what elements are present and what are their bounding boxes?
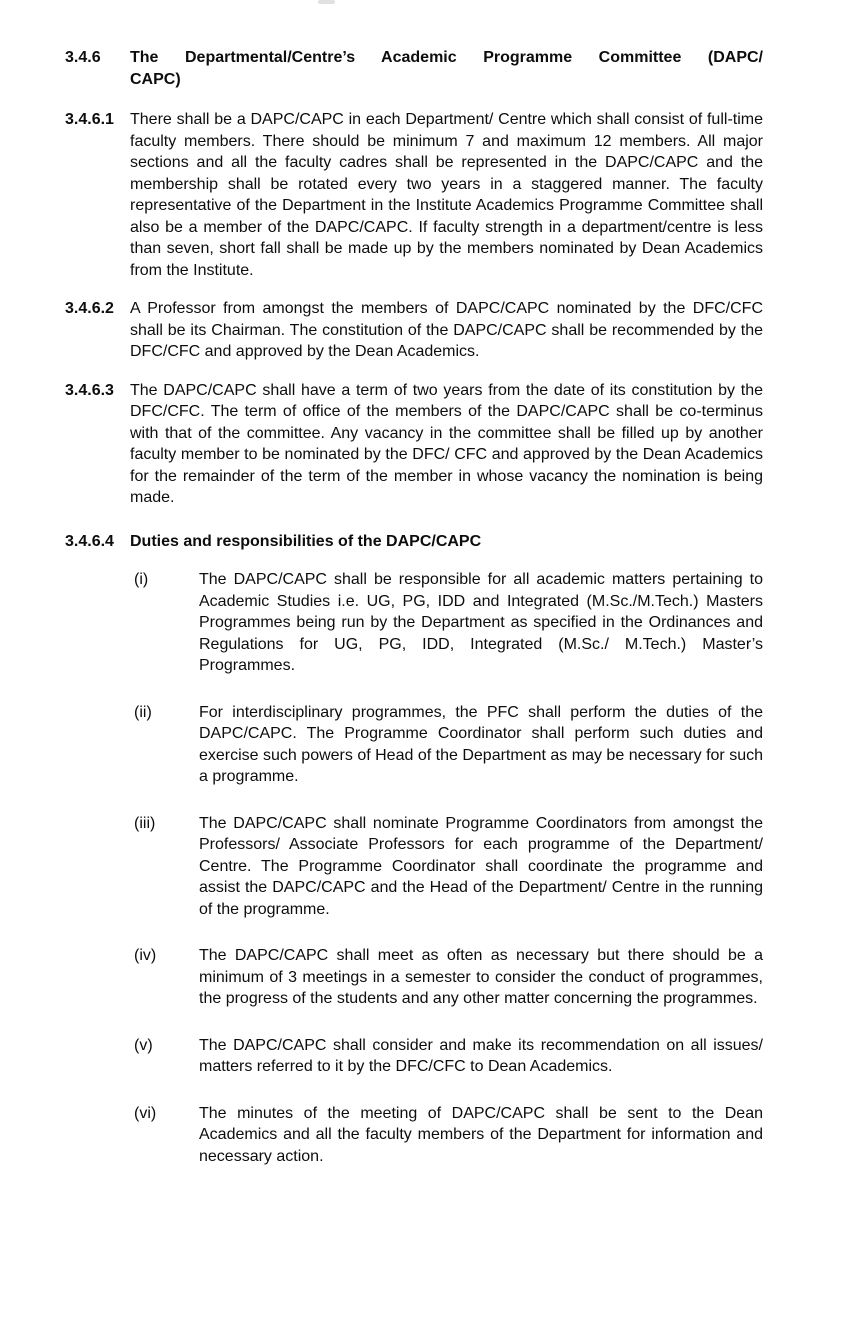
paragraph-3-4-6-3 <box>65 380 763 509</box>
section-title: Duties and responsibilities of the DAPC/CAPC <box>130 532 482 550</box>
section-title <box>130 47 763 90</box>
paragraph-text: There shall be a DAPC/CAPC in each Department/ Centre which shall consist of full-time faculty members. There should be minimum 7 and maximum 12 members. All major sections and all the faculty cadres shall be represented in the DAPC/CAPC and the membership shall be rotated every two years in a staggered manner. The faculty representative of the Department in the Institute Academics Programme Committee shall also be a member of the DAPC/CAPC. If faculty strength in a department/centre is less than seven, short fall shall be made up by the members nominated by Dean Academics from the Institute. <box>130 111 763 279</box>
list-item-iii <box>65 813 763 921</box>
section-number: 3.4.6.4 <box>65 532 114 550</box>
list-item-text: The DAPC/CAPC shall meet as often as necessary but there should be a minimum of 3 meetings in a semester to consider the conduct of programmes, the progress of the students and any other matter concerning the programmes. <box>199 947 763 1007</box>
list-item-text: The minutes of the meeting of DAPC/CAPC shall be sent to the Dean Academics and all the faculty members of the Department for information and necessary action. <box>199 1104 763 1165</box>
list-item-label: (iv) <box>134 947 157 964</box>
document-content <box>65 47 763 1167</box>
list-item-label: (vi) <box>134 1104 157 1122</box>
paragraph-number: 3.4.6.1 <box>65 111 114 128</box>
list-item-text: The DAPC/CAPC shall nominate Programme Coordinators from amongst the Professors/ Associate Professors for each programme of the Department/ Centre. The Programme Coordinator shall coordinate the programme and assist the DAPC/CAPC and the Head of the Department/ Centre in the running of the programme. <box>199 814 763 918</box>
section-3-4-6-4-heading <box>65 531 763 553</box>
list-item-v <box>65 1035 763 1078</box>
list-item-text: For interdisciplinary programmes, the PFC shall perform the duties of the DAPC/CAPC. The Programme Coordinator shall perform such duties and exercise such powers of Head of the Department as may be necessary for such a programme. <box>199 703 763 785</box>
scan-edge-artifact <box>318 0 335 4</box>
section-title-line2: CAPC) <box>130 70 181 88</box>
paragraph-text: A Professor from amongst the members of DAPC/CAPC nominated by the DFC/CFC shall be its Chairman. The constitution of the DAPC/CAPC shall be recommended by the DFC/CFC and approved by the Dean Academics. <box>130 300 763 360</box>
list-item-i <box>65 569 763 677</box>
list-item-text: The DAPC/CAPC shall consider and make its recommendation on all issues/ matters referred to it by the DFC/CFC to Dean Academics. <box>199 1036 763 1075</box>
paragraph-number: 3.4.6.3 <box>65 381 114 399</box>
list-item-ii <box>65 702 763 788</box>
list-item-iv <box>65 945 763 1010</box>
list-item-label: (i) <box>134 571 149 588</box>
paragraph-text: The DAPC/CAPC shall have a term of two years from the date of its constitution by the DFC/CFC. The term of office of the members of the DAPC/CAPC shall be co-terminus with that of the committee. Any vacancy in the committee shall be filled up by another faculty member to be nominated by the DFC/ CFC and approved by the Dean Academics for the remainder of the term of the member in whose vacancy the nomination is being made. <box>130 381 763 506</box>
section-number: 3.4.6 <box>65 49 101 66</box>
list-item-label: (iii) <box>134 814 156 832</box>
list-item-label: (ii) <box>134 703 152 721</box>
section-title-line1: The Departmental/Centre’s Academic Programme Committee (DAPC/ <box>130 49 763 66</box>
section-3-4-6-heading <box>65 47 763 90</box>
paragraph-3-4-6-1 <box>65 109 763 281</box>
paragraph-3-4-6-2 <box>65 298 763 363</box>
paragraph-number: 3.4.6.2 <box>65 300 114 317</box>
list-item-vi <box>65 1103 763 1168</box>
list-item-label: (v) <box>134 1036 153 1054</box>
list-item-text: The DAPC/CAPC shall be responsible for all academic matters pertaining to Academic Studies i.e. UG, PG, IDD and Integrated (M.Sc./M.Tech.) Masters Programmes being run by the Department as specified in the Ordinances and Regulations for UG, PG, IDD, Integrated (M.Sc./ M.Tech.) Master’s Programmes. <box>199 571 763 674</box>
